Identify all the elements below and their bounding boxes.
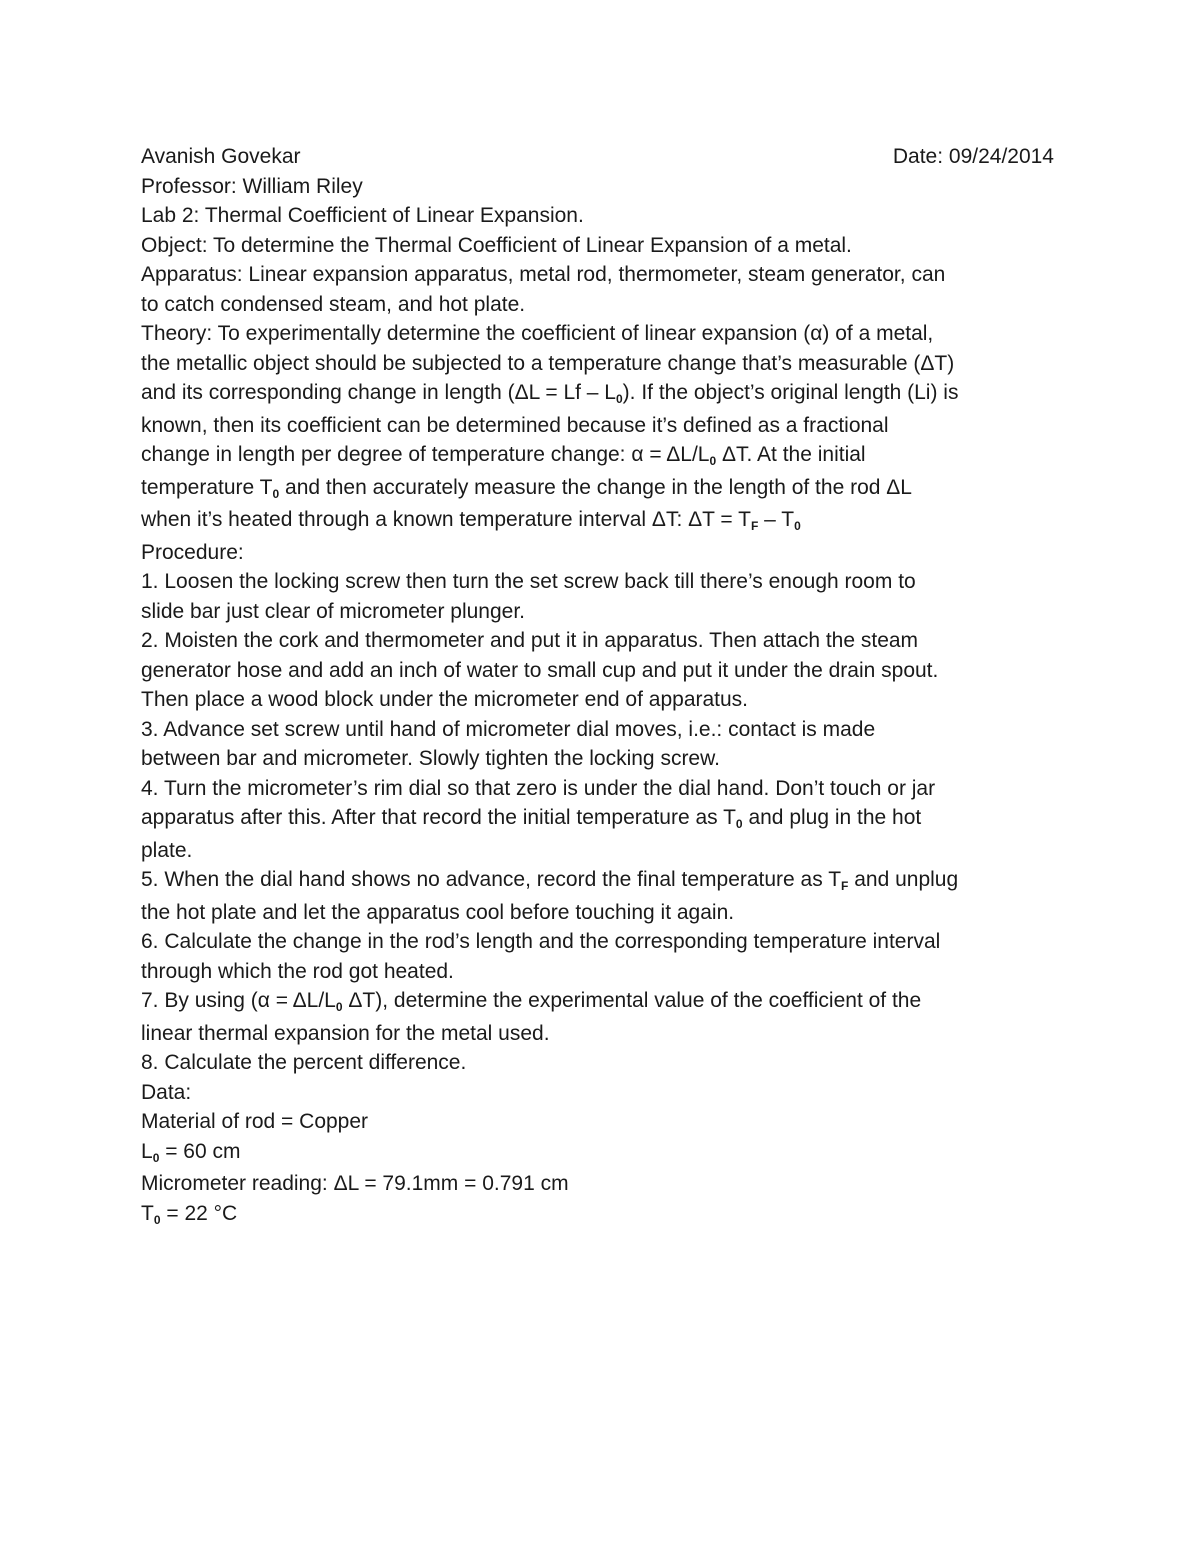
- subscript: 0: [335, 1000, 343, 1014]
- step-text: ΔT), determine the experimental value of the coefficient of the: [342, 989, 922, 1012]
- theory-text: temperature T: [141, 475, 273, 499]
- subscript: 0: [794, 519, 801, 533]
- document-page: [141, 142, 1061, 1231]
- micrometer-line: Micrometer reading: ΔL = 79.1mm = 0.791 cm: [141, 1172, 569, 1195]
- subscript: 0: [735, 817, 743, 831]
- step-2-line-2: generator hose and add an inch of water to small cup and put it under the drain spout.: [141, 658, 939, 682]
- step-text: 5. When the dial hand shows no advance, record the final temperature as T: [141, 868, 842, 891]
- subscript: 0: [153, 1212, 161, 1227]
- procedure-step-2: [141, 626, 1061, 715]
- object-line: Object: To determine the Thermal Coefficient of Linear Expansion of a metal.: [141, 233, 852, 257]
- step-text: and plug in the hot: [742, 806, 922, 829]
- step-4-line-1: 4. Turn the micrometer’s rim dial so that zero is under the dial hand. Don’t touch or jar: [141, 776, 936, 800]
- theory-line-6: [141, 473, 1061, 506]
- subscript: 0: [615, 392, 623, 406]
- object-paragraph: [141, 231, 1061, 261]
- procedure-heading: Procedure:: [141, 540, 244, 564]
- step-2-line-1: 2. Moisten the cork and thermometer and put it in apparatus. Then attach the steam: [141, 629, 919, 652]
- step-text: and unplug: [848, 868, 959, 891]
- header-row: [141, 142, 1054, 172]
- step-2-line-3: Then place a wood block under the micrometer end of apparatus.: [141, 688, 749, 711]
- procedure-step-8: [141, 1048, 1061, 1078]
- theory-text: – T: [758, 508, 795, 531]
- theory-line-5: [141, 440, 1061, 473]
- data-material-block: [141, 1107, 1061, 1169]
- subscript: 0: [272, 486, 280, 501]
- step-3-line-1: 3. Advance set screw until hand of micrometer dial moves, i.e.: contact is made: [141, 717, 876, 741]
- subscript: F: [841, 879, 849, 893]
- step-4-line-2: [141, 803, 1061, 836]
- data-text: = 22 °C: [160, 1201, 238, 1225]
- theory-text: when it’s heated through a known temperature interval ΔT: ΔT = T: [141, 508, 751, 531]
- theory-text: ). If the object’s original length (Li) is: [622, 381, 959, 404]
- theory-line-4: known, then its coefficient can be determined because it’s defined as a fractional: [141, 413, 889, 437]
- theory-line-1: Theory: To experimentally determine the coefficient of linear expansion (α) of a metal,: [141, 322, 934, 345]
- report-date: Date: 09/24/2014: [892, 145, 1054, 168]
- step-3-line-2: between bar and micrometer. Slowly tighten the locking screw.: [141, 747, 720, 770]
- header-block: [141, 142, 1061, 231]
- theory-line-7: [141, 505, 1061, 538]
- apparatus-paragraph: [141, 260, 1061, 319]
- t0-line: [141, 1199, 1061, 1232]
- data-text: = 60 cm: [159, 1139, 241, 1163]
- subscript: 0: [709, 454, 717, 468]
- step-4-line-3: plate.: [141, 838, 193, 862]
- step-8-line-1: 8. Calculate the percent difference.: [141, 1051, 467, 1074]
- step-5-line-2: the hot plate and let the apparatus cool before touching it again.: [141, 900, 735, 924]
- data-micrometer-block: [141, 1169, 1061, 1231]
- theory-text: change in length per degree of temperature change: α = ΔL/L: [141, 443, 710, 466]
- step-text: 7. By using (α = ΔL/L: [141, 989, 336, 1012]
- step-6-line-1: 6. Calculate the change in the rod’s length and the corresponding temperature interval: [141, 930, 941, 953]
- step-5-line-1: [141, 865, 1061, 898]
- apparatus-line-1: Apparatus: Linear expansion apparatus, metal rod, thermometer, steam generator, can: [141, 263, 946, 286]
- lab-title: Lab 2: Thermal Coefficient of Linear Expansion.: [141, 204, 584, 227]
- material-line: Material of rod = Copper: [141, 1110, 369, 1133]
- procedure-step-6: [141, 927, 1061, 986]
- procedure-step-5: [141, 865, 1061, 927]
- data-heading: Data:: [141, 1080, 192, 1104]
- procedure-step-3: [141, 715, 1061, 774]
- professor-line: Professor: William Riley: [141, 174, 363, 198]
- step-7-line-1: [141, 986, 1061, 1019]
- data-text: L: [141, 1139, 153, 1163]
- apparatus-line-2: to catch condensed steam, and hot plate.: [141, 292, 526, 316]
- author-name: Avanish Govekar: [141, 145, 301, 168]
- step-6-line-2: through which the rod got heated.: [141, 959, 454, 983]
- step-1-line-1: 1. Loosen the locking screw then turn the set screw back till there’s enough room to: [141, 570, 916, 593]
- theory-paragraph: [141, 319, 1061, 538]
- procedure-step-1: [141, 538, 1061, 627]
- l0-line: [141, 1137, 1061, 1170]
- step-text: apparatus after this. After that record the initial temperature as T: [141, 806, 736, 829]
- theory-text: and its corresponding change in length (ΔL = Lf – L: [141, 381, 616, 404]
- theory-line-3: [141, 378, 1061, 411]
- theory-text: ΔT. At the initial: [716, 443, 866, 466]
- subscript: F: [750, 519, 759, 533]
- data-text: T: [141, 1201, 154, 1225]
- step-7-line-2: linear thermal expansion for the metal used.: [141, 1021, 550, 1045]
- step-1-line-2: slide bar just clear of micrometer plunger.: [141, 599, 525, 623]
- theory-line-2: the metallic object should be subjected to a temperature change that’s measurable (ΔT): [141, 351, 955, 375]
- procedure-step-7: [141, 986, 1061, 1048]
- theory-text: and then accurately measure the change in the length of the rod ΔL: [279, 475, 912, 499]
- procedure-step-4: [141, 774, 1061, 866]
- subscript: 0: [152, 1150, 160, 1165]
- data-heading-block: [141, 1078, 1061, 1108]
